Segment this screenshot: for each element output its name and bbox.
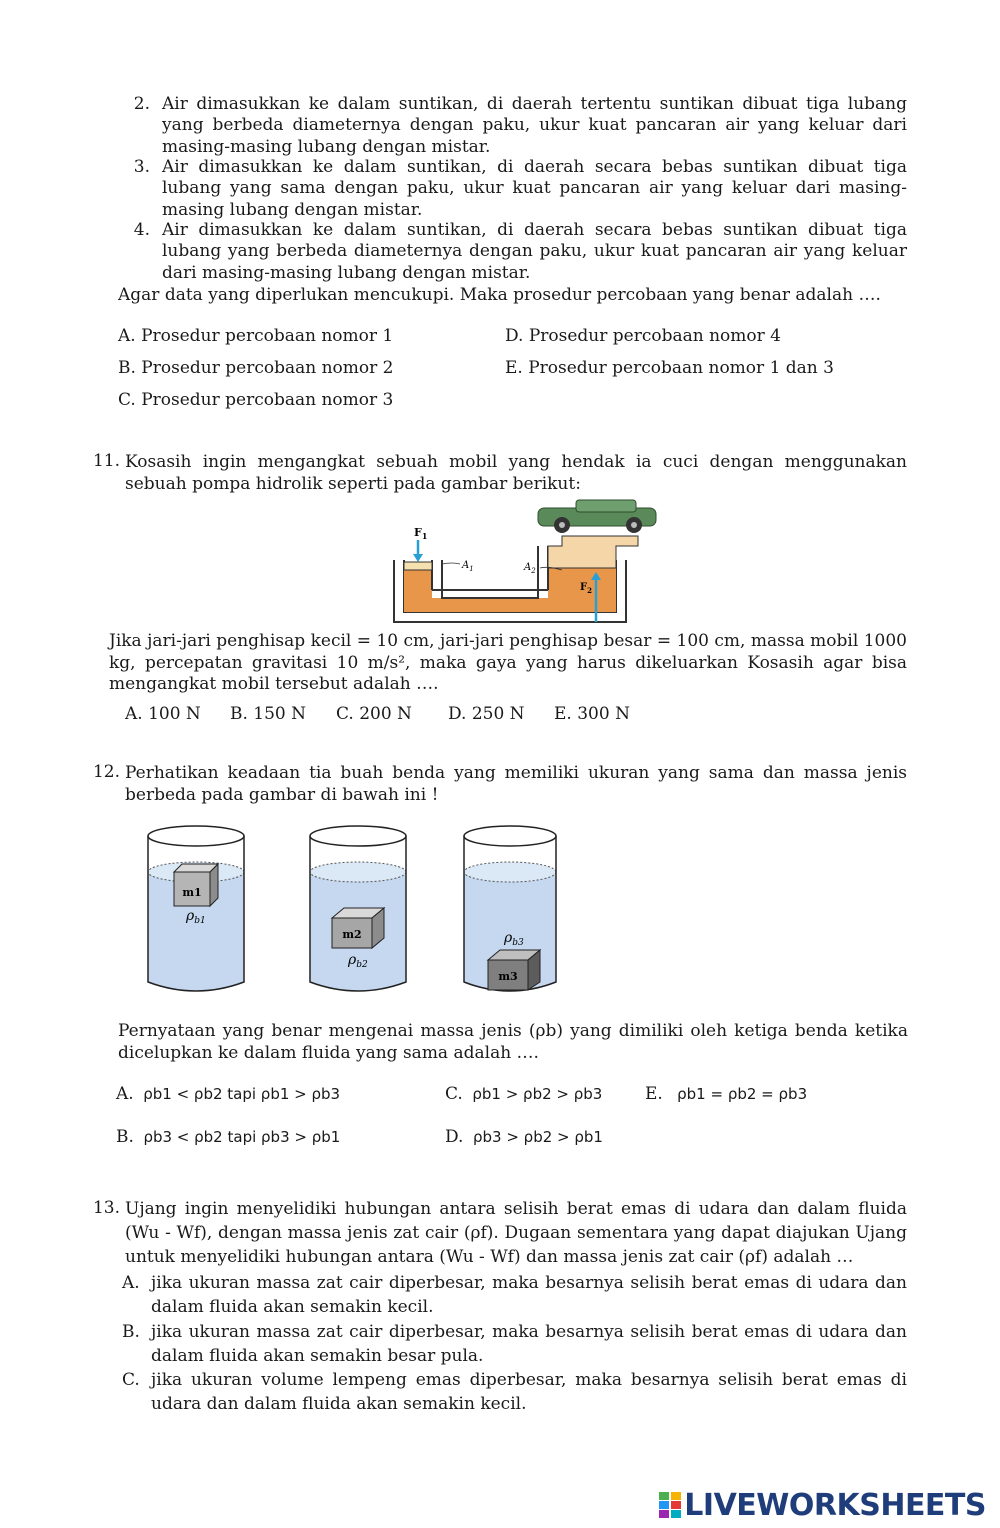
- q12-option-b-label: B.: [116, 1127, 134, 1147]
- q12-number: 12.: [92, 762, 120, 782]
- q12-option-c-text: ρb1 > ρb2 > ρb3: [472, 1085, 603, 1103]
- q12-option-e[interactable]: [645, 1083, 807, 1105]
- label-m1: m1: [182, 886, 202, 899]
- q10-option-c[interactable]: C. Prosedur percobaan nomor 3: [118, 390, 394, 410]
- block-m2: [332, 908, 384, 948]
- label-rho-b2: $\rho_{b2}$: [348, 952, 368, 970]
- block-m3: [488, 950, 540, 990]
- procedure-number: 3.: [133, 157, 150, 177]
- car-icon: [538, 500, 656, 533]
- hydraulic-press-figure: [390, 498, 662, 626]
- label-a1: $A_1$: [462, 560, 474, 573]
- q13-option-a-label: A.: [122, 1273, 140, 1293]
- q13-number: 13.: [92, 1198, 120, 1218]
- q12-option-c[interactable]: [445, 1083, 602, 1105]
- beaker-3: [464, 826, 556, 991]
- liveworksheets-mark-icon: [659, 1492, 681, 1518]
- q10-option-e[interactable]: E. Prosedur percobaan nomor 1 dan 3: [505, 358, 834, 378]
- q11-option-d[interactable]: D. 250 N: [448, 704, 525, 724]
- q13-stem-line-1: Ujang ingin menyelidiki hubungan antara selisih berat emas di udara dan dalam fluida: [125, 1199, 907, 1219]
- procedure-text: Air dimasukkan ke dalam suntikan, di daerah secara bebas suntikan dibuat tiga lubang yang sama dengan paku, ukur kuat pancaran air yang keluar dari masing-masing lubang dengan mistar.: [162, 157, 907, 220]
- q12-option-e-label: E.: [645, 1084, 663, 1104]
- q13-option-b-text: jika ukuran massa zat cair diperbesar, maka besarnya selisih berat emas di udara dan dalam fluida akan semakin besar pula.: [151, 1322, 907, 1366]
- q12-option-d[interactable]: [445, 1126, 603, 1148]
- q12-stem: Perhatikan keadaan tia buah benda yang memiliki ukuran yang sama dan massa jenis berbeda pada gambar di bawah ini !: [125, 763, 907, 805]
- label-a2: $A_2$: [524, 562, 536, 575]
- label-m2: m2: [342, 928, 362, 941]
- label-f2: $F_2$: [580, 582, 592, 595]
- q12-option-e-text: ρb1 = ρb2 = ρb3: [677, 1085, 808, 1103]
- q11-number: 11.: [92, 451, 120, 471]
- q12-option-c-label: C.: [445, 1084, 463, 1104]
- q13-option-a-text: jika ukuran massa zat cair diperbesar, maka besarnya selisih berat emas di udara dan dalam fluida akan semakin kecil.: [151, 1273, 907, 1317]
- block-m1: [174, 864, 218, 906]
- q11-detail: Jika jari-jari penghisap kecil = 10 cm, jari-jari penghisap besar = 100 cm, massa mobil 1000 kg, percepatan gravitasi 10 m/s², maka gaya yang harus dikeluarkan Kosasih agar bisa mengangkat mobil tersebut adalah ….: [109, 631, 907, 694]
- q12-option-a-label: A.: [116, 1084, 134, 1104]
- label-rho-b1: $\rho_{b1}$: [186, 908, 206, 926]
- q12-option-a[interactable]: [116, 1083, 340, 1105]
- beaker-1: [148, 826, 244, 991]
- q13-option-b-label: B.: [122, 1322, 140, 1342]
- q11-option-c[interactable]: C. 200 N: [336, 704, 412, 724]
- beakers-figure: [140, 824, 570, 1000]
- q10-option-b[interactable]: B. Prosedur percobaan nomor 2: [118, 358, 394, 378]
- label-f1: $F_1$: [414, 526, 428, 541]
- q12-option-a-text: ρb1 < ρb2 tapi ρb1 > ρb3: [143, 1085, 341, 1103]
- label-rho-b3: $\rho_{b3}$: [504, 930, 524, 948]
- q13-option-c-text: jika ukuran volume lempeng emas diperbesar, maka besarnya selisih berat emas di udara dan dalam fluida akan semakin kecil.: [151, 1370, 907, 1414]
- q12-option-b-text: ρb3 < ρb2 tapi ρb3 > ρb1: [143, 1128, 341, 1146]
- q10-option-d[interactable]: D. Prosedur percobaan nomor 4: [505, 326, 781, 346]
- q13-option-c-label: C.: [122, 1370, 140, 1390]
- liveworksheets-brand: LIVEWORKSHEETS: [684, 1488, 986, 1523]
- q11-option-a[interactable]: A. 100 N: [125, 704, 201, 724]
- q13-stem-line-3: untuk menyelidiki hubungan antara (Wu - Wf) dan massa jenis zat cair (ρf) adalah …: [125, 1247, 854, 1267]
- q11-option-e[interactable]: E. 300 N: [554, 704, 630, 724]
- small-piston: [404, 562, 432, 570]
- procedure-text: Air dimasukkan ke dalam suntikan, di daerah secara bebas suntikan dibuat tiga lubang yang berbeda diameternya dengan paku, ukur kuat pancaran air yang keluar dari masing-masing lubang dengan mistar.: [162, 220, 907, 283]
- q12-statement: Pernyataan yang benar mengenai massa jenis (ρb) yang dimiliki oleh ketiga benda ketika dicelupkan ke dalam fluida yang sama adalah ….: [118, 1021, 908, 1063]
- procedure-number: 4.: [133, 220, 150, 240]
- q11-stem: Kosasih ingin mengangkat sebuah mobil yang hendak ia cuci dengan menggunakan sebuah pompa hidrolik seperti pada gambar berikut:: [125, 452, 907, 494]
- q11-option-b[interactable]: B. 150 N: [230, 704, 307, 724]
- q12-option-d-text: ρb3 > ρb2 > ρb1: [472, 1128, 603, 1146]
- liveworksheets-logo[interactable]: [659, 1488, 986, 1523]
- procedure-number: 2.: [133, 94, 150, 114]
- q13-stem-line-2: (Wu - Wf), dengan massa jenis zat cair (ρf). Dugaan sementara yang dapat diajukan Ujang: [125, 1223, 907, 1243]
- label-m3: m3: [498, 970, 518, 983]
- q10-question: Agar data yang diperlukan mencukupi. Maka prosedur percobaan yang benar adalah ….: [118, 285, 881, 305]
- beaker-2: [310, 826, 406, 991]
- q10-option-a[interactable]: A. Prosedur percobaan nomor 1: [118, 326, 394, 346]
- large-piston: [548, 536, 638, 568]
- q12-option-b[interactable]: [116, 1126, 340, 1148]
- procedure-text: Air dimasukkan ke dalam suntikan, di daerah tertentu suntikan dibuat tiga lubang yang berbeda diameternya dengan paku, ukur kuat pancaran air yang keluar dari masing-masing lubang dengan mistar.: [162, 94, 907, 157]
- q12-option-d-label: D.: [445, 1127, 464, 1147]
